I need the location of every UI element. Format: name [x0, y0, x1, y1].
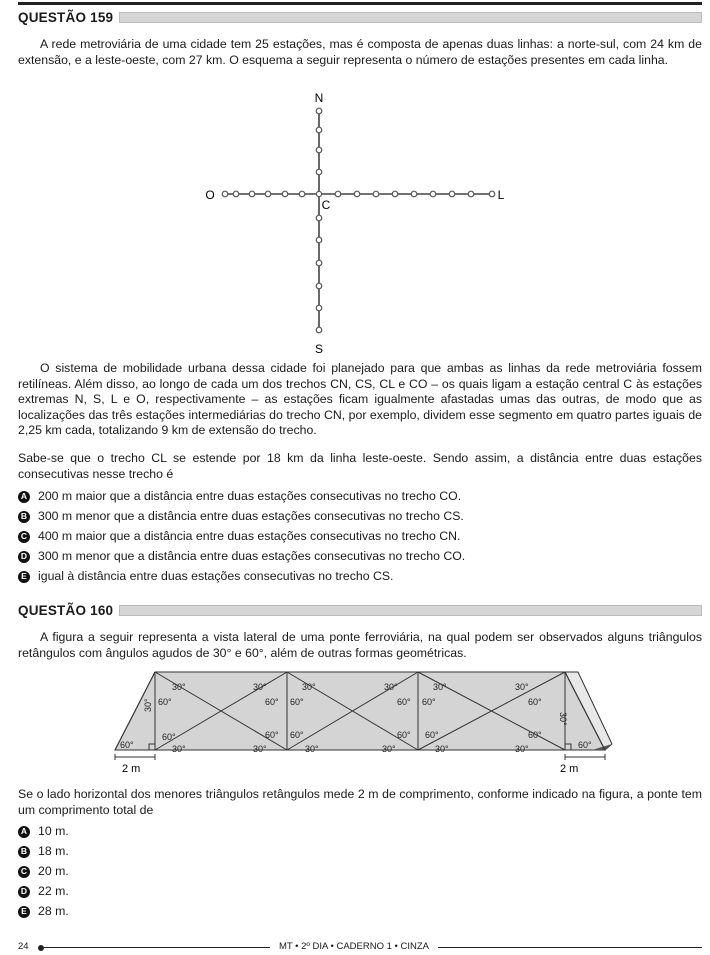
- q160-option-a[interactable]: [18, 824, 69, 839]
- angle-label: 60°: [290, 730, 304, 740]
- option-text: 18 m.: [38, 844, 69, 858]
- angle-label: 60°: [158, 697, 172, 707]
- question-160-title: QUESTÃO 160: [18, 602, 114, 618]
- metro-station: [316, 127, 322, 133]
- metro-station: [316, 169, 322, 175]
- metro-station: [316, 147, 322, 153]
- page-footer: [18, 941, 702, 955]
- question-160-body: [18, 787, 702, 818]
- bridge-figure: [0, 660, 710, 780]
- metro-station: [222, 191, 228, 197]
- question-159-body: [18, 361, 702, 439]
- label-east: L: [497, 188, 505, 202]
- intro-text: A figura a seguir representa a vista lateral de uma ponte ferroviária, na qual podem ser observados alguns triângulos retângulos com ângulos agudos de 30° e 60°, além de outras formas geométricas.: [18, 630, 702, 660]
- angle-label: 60°: [397, 697, 411, 707]
- body-text: Se o lado horizontal dos menores triângulos retângulos mede 2 m de comprimento, conforme indicado na figura, a ponte tem um comprimento total de: [18, 787, 702, 817]
- option-letter-b: B: [18, 511, 30, 523]
- length-label-right: 2 m: [560, 763, 579, 775]
- angle-label: 30°: [433, 682, 447, 692]
- angle-label: 60°: [422, 697, 436, 707]
- q160-option-b[interactable]: [18, 844, 69, 859]
- metro-station: [373, 191, 379, 197]
- angle-label: 30°: [305, 744, 319, 754]
- label-west: O: [205, 188, 215, 202]
- angle-label: 60°: [528, 697, 542, 707]
- metro-station: [265, 191, 271, 197]
- angle-label: 60°: [265, 697, 279, 707]
- angle-label: 60°: [397, 730, 411, 740]
- angle-label: 60°: [425, 730, 439, 740]
- question-160-intro: [18, 630, 702, 661]
- question-159-statement: [18, 451, 702, 482]
- option-text: 10 m.: [38, 824, 69, 838]
- option-text: 300 m menor que a distância entre duas estações consecutivas no trecho CS.: [38, 509, 464, 523]
- metro-station: [316, 305, 322, 311]
- angle-label: 30°: [172, 682, 186, 692]
- angle-label: 30°: [558, 712, 568, 726]
- metro-station: [249, 191, 255, 197]
- metro-station: [299, 191, 305, 197]
- angle-label: 30°: [435, 744, 449, 754]
- option-letter-c: C: [18, 531, 30, 543]
- page-number: 24: [18, 941, 29, 952]
- angle-label: 60°: [290, 697, 304, 707]
- q159-option-a[interactable]: [18, 489, 461, 504]
- angle-label: 30°: [172, 744, 186, 754]
- metro-station: [489, 191, 495, 197]
- angle-label: 30°: [302, 682, 316, 692]
- angle-label: 30°: [515, 682, 529, 692]
- angle-label: 60°: [265, 730, 279, 740]
- metro-station: [233, 191, 239, 197]
- angle-label: 60°: [578, 740, 592, 750]
- option-text: 300 m menor que a distância entre duas estações consecutivas no trecho CO.: [38, 549, 466, 563]
- angle-label: 60°: [528, 730, 542, 740]
- angle-label: 60°: [162, 732, 176, 742]
- header-bar: [119, 605, 702, 616]
- option-letter-d: D: [18, 886, 30, 898]
- q160-option-d[interactable]: [18, 884, 69, 899]
- question-160-header: [18, 602, 702, 618]
- angle-label: 30°: [515, 744, 529, 754]
- option-letter-e: E: [18, 571, 30, 583]
- metro-station: [316, 327, 322, 333]
- angle-label: 30°: [382, 744, 396, 754]
- q160-option-c[interactable]: [18, 864, 69, 879]
- label-center: C: [321, 198, 331, 212]
- option-letter-d: D: [18, 551, 30, 563]
- option-letter-c: C: [18, 866, 30, 878]
- metro-station: [316, 237, 322, 243]
- metro-station: [316, 215, 322, 221]
- question-159-title: QUESTÃO 159: [18, 9, 114, 25]
- metro-station: [335, 191, 341, 197]
- angle-label: 30°: [253, 682, 267, 692]
- option-text: 400 m maior que a distância entre duas estações consecutivas no trecho CN.: [38, 529, 461, 543]
- body-text-1: O sistema de mobilidade urbana dessa cidade foi planejado para que ambas as linhas da rede metroviária fossem retilíneas. Além disso, ao longo de cada um dos trechos CN, CS, CL e CO – os quais ligam a estação central C às estações extremas N, S, L e O, respectivamente – as estações ficam igualmente afastadas umas das outras, de modo que as localizações das três estações intermediárias do trecho CN, por exemplo, dividem esse segmento em quatro partes iguais de 2,25 km cada, totalizando 9 km de extensão do trecho.: [18, 361, 702, 438]
- metro-station: [449, 191, 455, 197]
- option-text: 28 m.: [38, 904, 69, 918]
- metro-station: [468, 191, 474, 197]
- metro-lines: [222, 108, 495, 333]
- angle-label: 30°: [384, 682, 398, 692]
- metro-station: [411, 191, 417, 197]
- metro-station: [430, 191, 436, 197]
- intro-text: A rede metroviária de uma cidade tem 25 estações, mas é composta de apenas duas linhas: a norte-sul, com 24 km de extensão, e a leste-oeste, com 27 km. O esquema a seguir representa o número de estações presentes em cada linha.: [18, 37, 702, 67]
- option-text: 20 m.: [38, 864, 69, 878]
- q159-option-e[interactable]: [18, 569, 393, 584]
- label-north: N: [314, 91, 324, 105]
- angle-label: 60°: [120, 740, 134, 750]
- option-text: 22 m.: [38, 884, 69, 898]
- metro-station: [316, 108, 322, 114]
- footer-line: [438, 947, 702, 948]
- length-label-left: 2 m: [122, 763, 141, 775]
- metro-station: [316, 283, 322, 289]
- metro-station: [316, 260, 322, 266]
- q159-option-c[interactable]: [18, 529, 460, 544]
- option-letter-a: A: [18, 491, 30, 503]
- q159-option-b[interactable]: [18, 509, 464, 524]
- q159-option-d[interactable]: [18, 549, 465, 564]
- q160-option-e[interactable]: [18, 904, 69, 919]
- footer-line: [44, 947, 270, 948]
- option-text: igual à distância entre duas estações consecutivas no trecho CS.: [38, 569, 394, 583]
- metro-station: [392, 191, 398, 197]
- option-letter-b: B: [18, 846, 30, 858]
- metro-station: [316, 191, 321, 196]
- option-text: 200 m maior que a distância entre duas estações consecutivas no trecho CO.: [38, 489, 462, 503]
- metro-station: [282, 191, 288, 197]
- footer-caption: MT • 2º DIA • CADERNO 1 • CINZA: [279, 941, 429, 952]
- option-letter-e: E: [18, 906, 30, 918]
- metro-station: [354, 191, 360, 197]
- angle-label: 30°: [253, 744, 267, 754]
- label-south: S: [314, 342, 324, 356]
- body-text-2: Sabe-se que o trecho CL se estende por 18 km da linha leste-oeste. Sendo assim, a distância entre duas estações consecutivas nesse trecho é: [18, 451, 702, 481]
- angle-label: 30°: [143, 698, 153, 712]
- metro-diagram: [0, 0, 710, 360]
- option-letter-a: A: [18, 826, 30, 838]
